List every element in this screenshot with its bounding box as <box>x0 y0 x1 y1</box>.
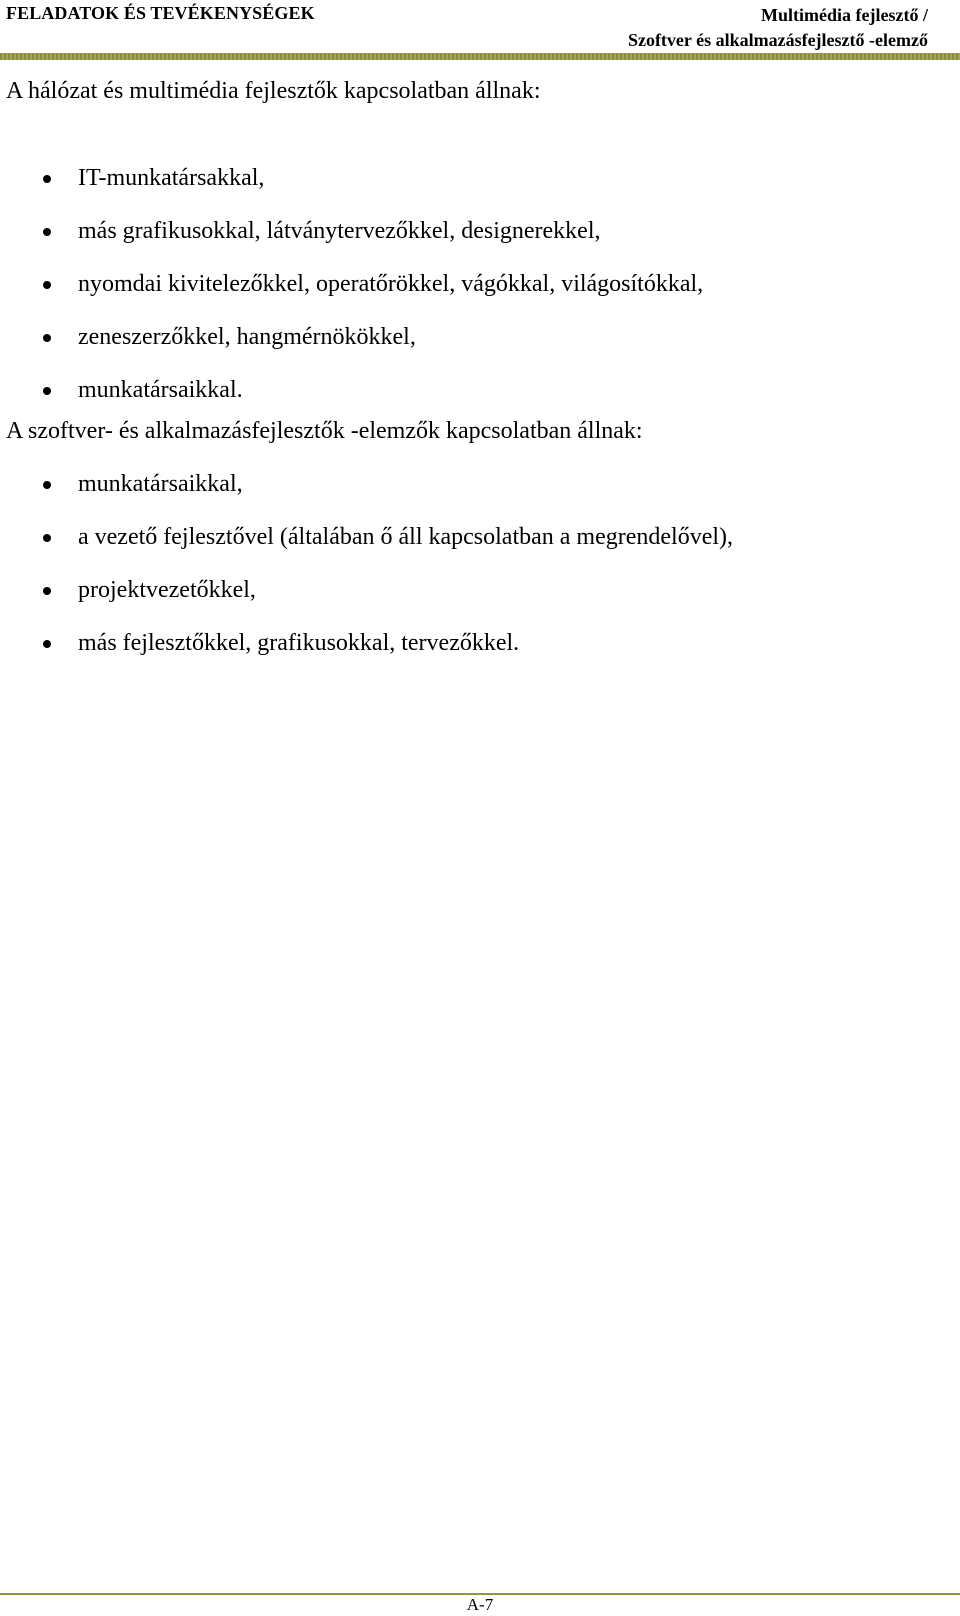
bullet-icon <box>43 281 51 289</box>
list-item-text: munkatársaikkal. <box>78 377 243 403</box>
section1-list <box>6 161 936 414</box>
section1-intro: A hálózat és multimédia fejlesztők kapcsolatban állnak: <box>6 78 541 104</box>
list-item <box>6 467 936 520</box>
list-item <box>6 626 936 660</box>
header-occupation-title <box>628 3 928 53</box>
list-item <box>6 373 936 414</box>
list-item <box>6 573 936 626</box>
list-item-text: zeneszerzőkkel, hangmérnökökkel, <box>78 324 416 350</box>
bullet-icon <box>43 175 51 183</box>
bullet-icon <box>43 481 51 489</box>
list-item-text: más grafikusokkal, látványtervezőkkel, designerekkel, <box>78 218 601 244</box>
list-item <box>6 214 936 267</box>
list-item <box>6 267 936 320</box>
header-section-title: FELADATOK ÉS TEVÉKENYSÉGEK <box>6 3 315 23</box>
header-divider <box>0 53 960 60</box>
section2-intro: A szoftver- és alkalmazásfejlesztők -elemzők kapcsolatban állnak: <box>6 418 643 444</box>
list-item-text: munkatársaikkal, <box>78 471 243 497</box>
section2-list <box>6 467 936 660</box>
bullet-icon <box>43 534 51 542</box>
bullet-icon <box>43 387 51 395</box>
bullet-icon <box>43 228 51 236</box>
list-item-text: nyomdai kivitelezőkkel, operatőrökkel, vágókkal, világosítókkal, <box>78 271 704 297</box>
header-occupation-line-1: Multimédia fejlesztő / <box>761 5 928 25</box>
bullet-icon <box>43 640 51 648</box>
list-item <box>6 161 936 214</box>
header-occupation-line-2: Szoftver és alkalmazásfejlesztő -elemző <box>627 30 928 50</box>
list-item <box>6 320 936 373</box>
list-item-text: a vezető fejlesztővel (általában ő áll kapcsolatban a megrendelővel), <box>78 524 734 550</box>
list-item <box>6 520 936 573</box>
page-header <box>0 0 960 64</box>
list-item-text: IT-munkatársakkal, <box>78 165 265 191</box>
list-item-text: más fejlesztőkkel, grafikusokkal, tervezőkkel. <box>78 630 520 656</box>
bullet-icon <box>43 334 51 342</box>
page-number: A-7 <box>466 1595 494 1614</box>
list-item-text: projektvezetőkkel, <box>78 577 256 603</box>
document-body <box>6 74 936 660</box>
bullet-icon <box>43 587 51 595</box>
